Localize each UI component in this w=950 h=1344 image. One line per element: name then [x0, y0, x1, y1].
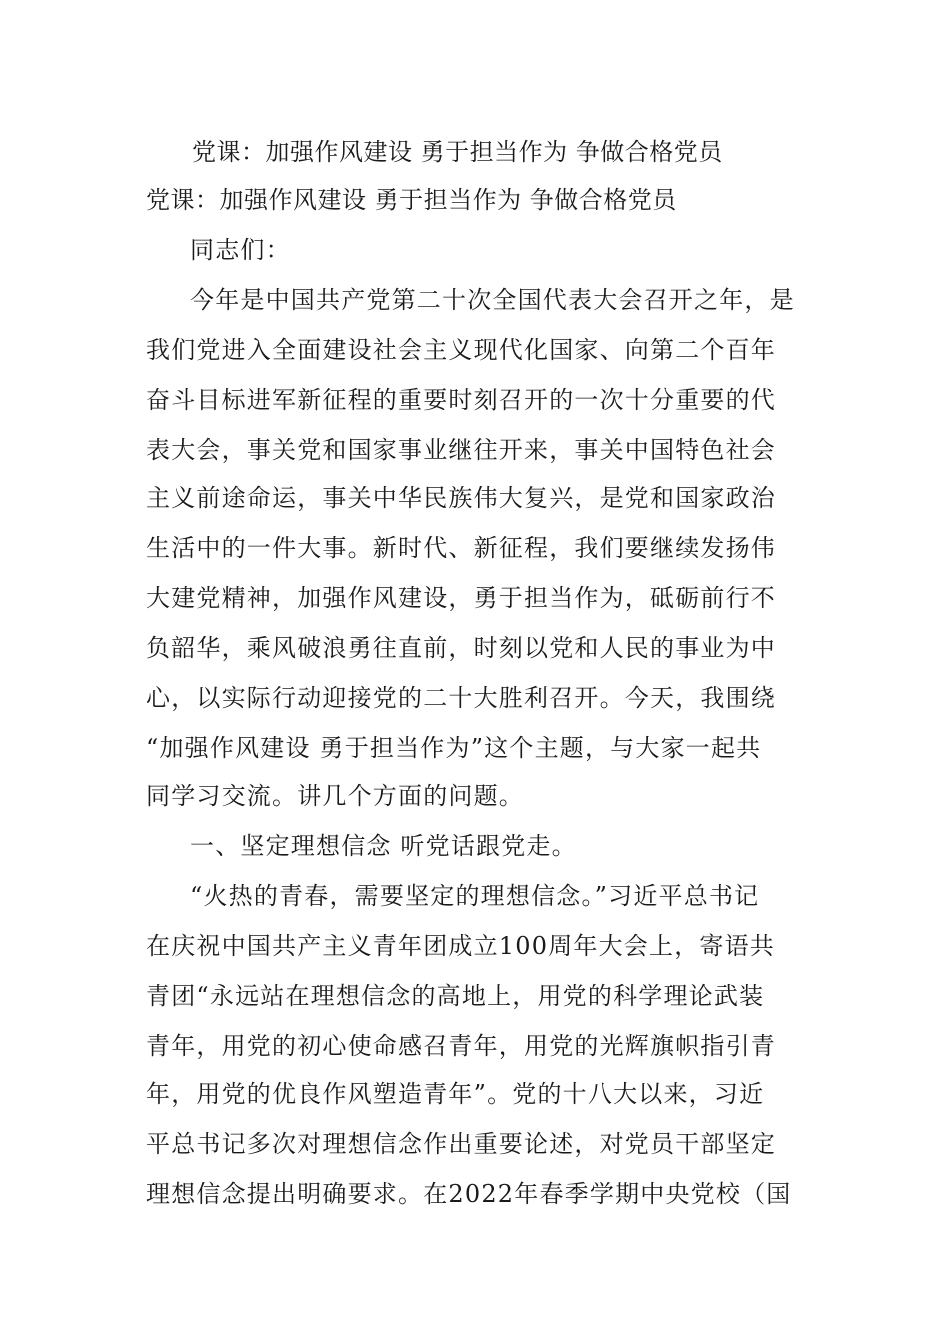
paragraph-line: 理想信念提出明确要求。在2022年春季学期中央党校（国	[146, 1180, 792, 1208]
paragraph-line: 同学习交流。讲几个方面的问题。	[146, 782, 524, 810]
paragraph-line: “加强作风建设 勇于担当作为”这个主题，与大家一起共	[146, 734, 762, 762]
paragraph-line: 平总书记多次对理想信念作出重要论述，对党员干部坚定	[146, 1130, 776, 1158]
paragraph-line: 奋斗目标进军新征程的重要时刻召开的一次十分重要的代	[146, 386, 776, 414]
paragraph-line: 表大会，事关党和国家事业继往开来，事关中国特色社会	[146, 436, 776, 464]
paragraph-line: 青年，用党的初心使命感召青年，用党的光辉旗帜指引青	[146, 1032, 776, 1060]
paragraph-line: 我们党进入全面建设社会主义现代化国家、向第二个百年	[146, 336, 776, 364]
document-subtitle: 党课：加强作风建设 勇于担当作为 争做合格党员	[146, 186, 677, 214]
paragraph-line: 年，用党的优良作风塑造青年”。党的十八大以来，习近	[146, 1080, 765, 1108]
paragraph-line: 心，以实际行动迎接党的二十大胜利召开。今天，我围绕	[146, 684, 776, 712]
paragraph-line: 在庆祝中国共产主义青年团成立100周年大会上，寄语共	[146, 932, 776, 960]
paragraph-line: 主义前途命运，事关中华民族伟大复兴，是党和国家政治	[146, 484, 776, 512]
document-title: 党课：加强作风建设 勇于担当作为 争做合格党员	[192, 138, 723, 166]
paragraph-line: 青团“永远站在理想信念的高地上，用党的科学理论武装	[146, 982, 765, 1010]
paragraph-line: 今年是中国共产党第二十次全国代表大会召开之年，是	[190, 286, 795, 314]
paragraph-line: 负韶华，乘风破浪勇往直前，时刻以党和人民的事业为中	[146, 634, 776, 662]
paragraph-line: 生活中的一件大事。新时代、新征程，我们要继续发扬伟	[146, 534, 776, 562]
paragraph-line: “火热的青春，需要坚定的理想信念。”习近平总书记	[190, 882, 760, 910]
paragraph-line: 大建党精神，加强作风建设，勇于担当作为，砥砺前行不	[146, 584, 776, 612]
salutation: 同志们：	[190, 236, 291, 264]
section-heading: 一、坚定理想信念 听党话跟党走。	[190, 832, 577, 860]
